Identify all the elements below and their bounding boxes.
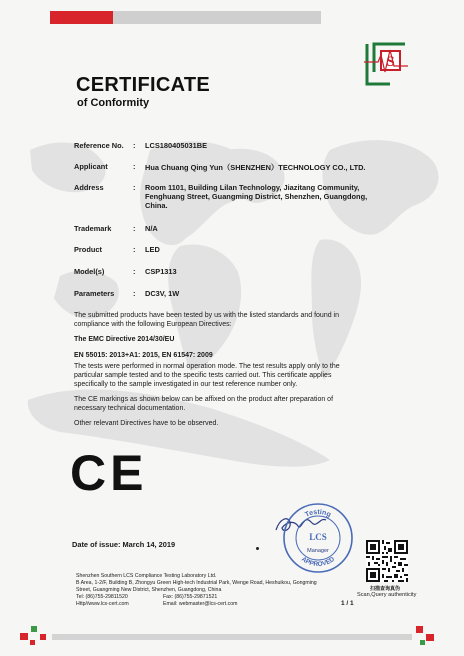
stamp-role-text: Manager [307, 548, 329, 554]
product-colon: : [133, 245, 136, 254]
page-number: 1 / 1 [341, 600, 354, 607]
bottom-gray-bar [52, 634, 412, 640]
parameters-colon: : [133, 289, 136, 298]
bottom-right-block-green [420, 640, 425, 645]
footer-tel: Tel: (86)755-29811520 [76, 594, 128, 600]
approval-stamp [280, 500, 356, 576]
stamp-bottom-text: APPROVED [299, 555, 337, 569]
trademark-value: N/A [145, 224, 158, 233]
svg-text:S: S [386, 54, 395, 70]
reference-label: Reference No. [74, 141, 124, 150]
other-directives-text: Other relevant Directives have to be observed. [74, 420, 219, 427]
tests-line-1: The tests were performed in normal operation mode. The test results apply only to the [74, 363, 340, 370]
ce-line-1: The CE markings as shown below can be affixed on the product after preparation of [74, 396, 334, 403]
stamp-top-text: Testing [304, 508, 332, 519]
lcs-logo [364, 42, 408, 88]
ce-mark: CE [70, 445, 148, 501]
footer-line-3: Street, Guangming New District, Shenzhen, Guangdong, China [76, 587, 222, 593]
address-colon: : [133, 183, 136, 192]
bottom-left-block-red-2 [40, 634, 46, 640]
bottom-right-block-red-2 [426, 634, 434, 641]
applicant-label: Applicant [74, 162, 108, 171]
applicant-colon: : [133, 162, 136, 171]
decorative-dot [256, 547, 259, 550]
trademark-label: Trademark [74, 224, 112, 233]
address-line-2: Fenghuang Street, Guangming District, Shenzhen, Guangdong, [145, 192, 368, 201]
top-gray-bar [113, 11, 321, 24]
model-colon: : [133, 267, 136, 276]
qr-caption-en: Scan,Query authenticity [357, 592, 417, 598]
bottom-left-block-green [31, 626, 37, 632]
ce-line-2: necessary technical documentation. [74, 405, 186, 412]
top-red-bar [50, 11, 113, 24]
model-value: CSP1313 [145, 267, 177, 276]
footer-web: Http//www.lcs-cert.com [76, 601, 129, 607]
reference-value: LCS180405031BE [145, 141, 208, 150]
stamp-center-text: LCS [309, 532, 327, 542]
parameters-label: Parameters [74, 289, 115, 298]
bottom-right-block-red [416, 626, 423, 633]
qr-code [366, 540, 408, 582]
applicant-value: Hua Chuang Qing Yun（SHENZHEN）TECHNOLOGY CO., LTD. [145, 163, 366, 172]
product-label: Product [74, 245, 102, 254]
address-line-1: Room 1101, Building Lilan Technology, Jiazitang Community, [145, 183, 360, 192]
product-value: LED [145, 245, 160, 254]
footer-fax: Fax: (86)755-29871521 [163, 594, 218, 600]
address-line-3: China. [145, 201, 168, 210]
model-label: Model(s) [74, 267, 105, 276]
footer-line-1: Shenzhen Southern LCS Compliance Testing Laboratory Ltd. [76, 573, 217, 579]
directive-text: The EMC Directive 2014/30/EU [74, 336, 175, 343]
certificate-title: CERTIFICATE [76, 74, 211, 96]
svg-text:Testing [304, 509, 332, 519]
address-label: Address [74, 183, 104, 192]
footer-email: Email: webmaster@lcs-cert.com [163, 601, 238, 607]
standards-text: EN 55015: 2013+A1: 2015, EN 61547: 2009 [74, 352, 213, 359]
intro-line-2: compliance with the following European Directives: [74, 321, 232, 328]
tests-line-2: particular sample tested and to the specific tests carried out. This certificate applies [74, 372, 332, 379]
footer-line-2: B Area, 1-2/F, Building B, Zhongyu Green High-tech Industrial Park, Wenge Road, Heshuikou, Gongming [76, 580, 317, 586]
trademark-colon: : [133, 224, 136, 233]
bottom-left-block-red [20, 633, 28, 640]
intro-line-1: The submitted products have been tested by us with the listed standards and found in [74, 312, 339, 319]
certificate-subtitle: of Conformity [77, 97, 150, 109]
tests-line-3: specifically to the sample investigated in our test reference number only. [74, 381, 298, 388]
parameters-value: DC3V, 1W [145, 289, 180, 298]
qr-caption-cn: 扫描查询真伪 [370, 586, 401, 592]
bottom-left-block-red-3 [30, 640, 35, 645]
date-of-issue: Date of issue: March 14, 2019 [72, 540, 176, 549]
svg-text:APPROVED [300, 556, 336, 568]
reference-colon: : [133, 141, 136, 150]
